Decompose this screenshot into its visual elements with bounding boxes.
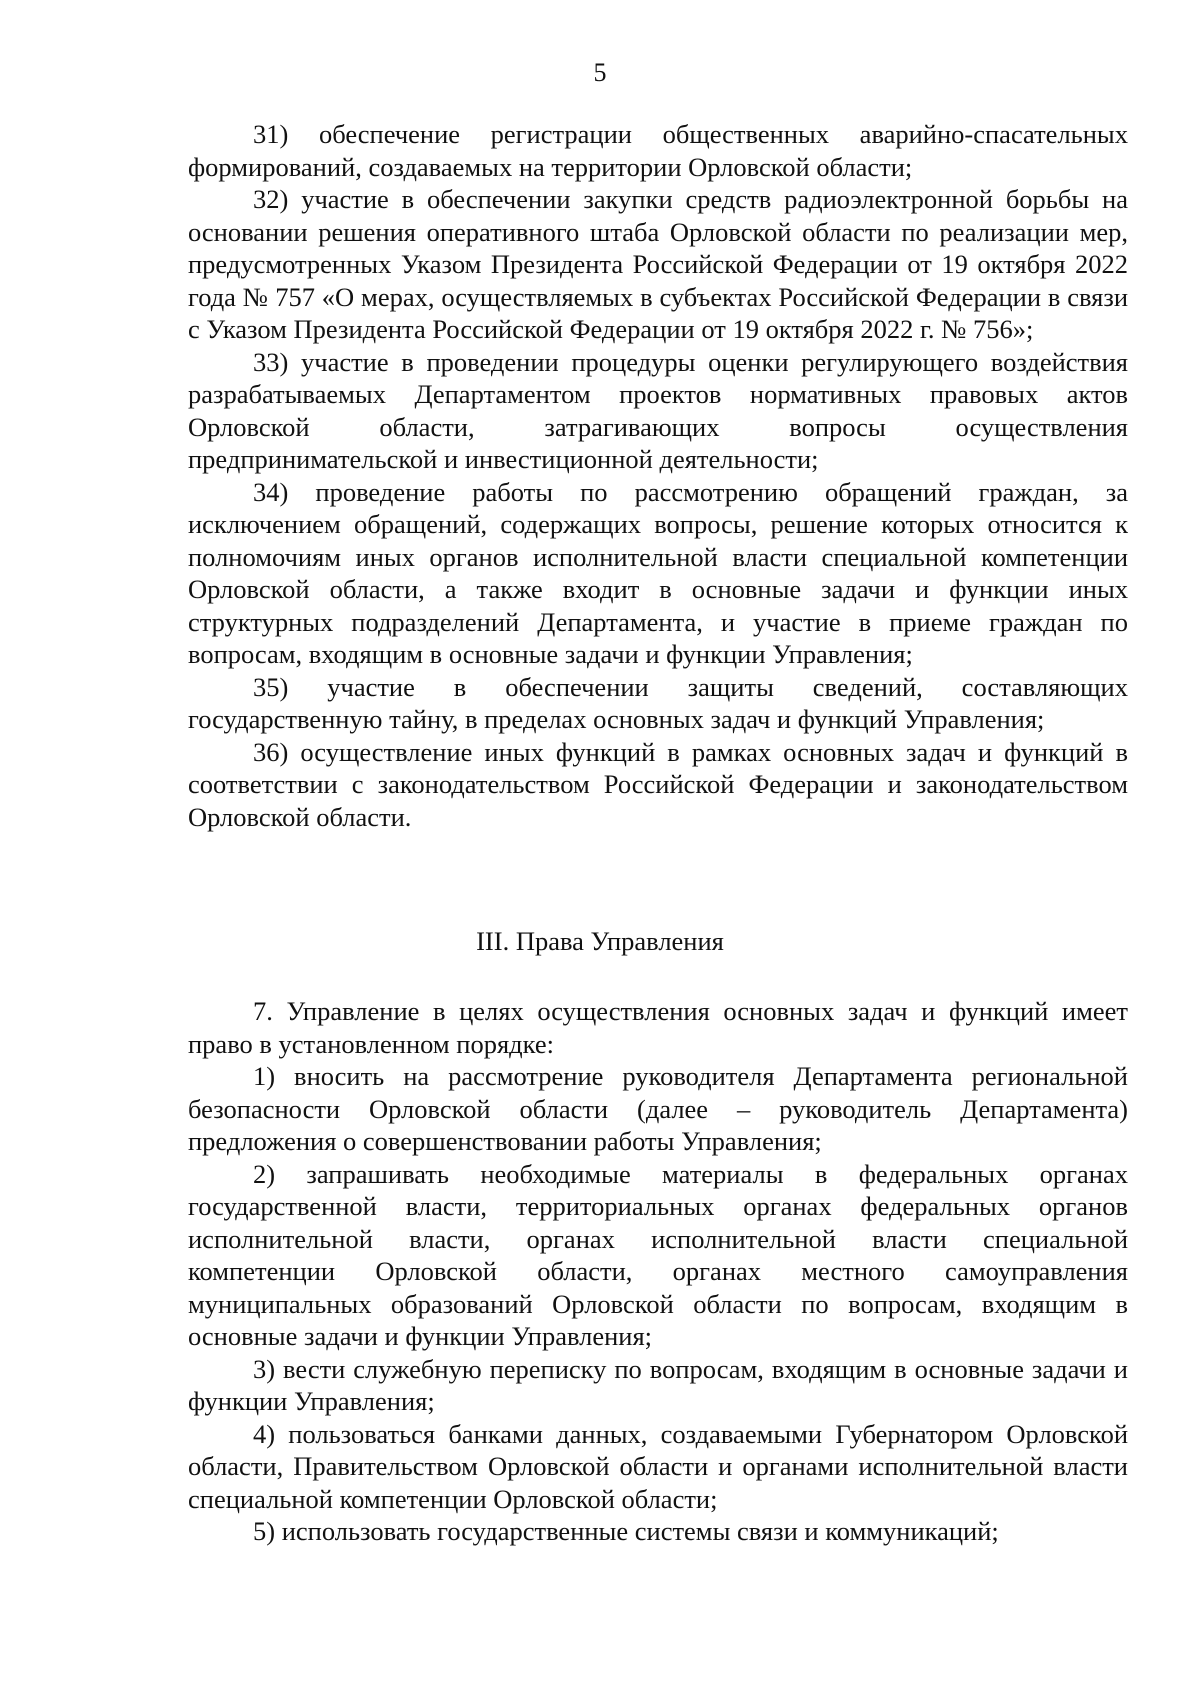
- list-item: 33) участие в проведении процедуры оценки регулирующего воздействия разрабатываемых Департаментом проектов нормативных правовых актов Орловской области, затрагивающих вопросы осуществления предпринимательской и инвестиционной деятельности;: [188, 346, 1128, 474]
- list-item: 31) обеспечение регистрации общественных аварийно-спасательных формирований, создаваемых на территории Орловской области;: [188, 119, 1128, 182]
- list-item: 5) использовать государственные системы связи и коммуникаций;: [253, 1516, 999, 1546]
- list-item: 32) участие в обеспечении закупки средств радиоэлектронной борьбы на основании решения оперативного штаба Орловской области по реализации мер, предусмотренных Указом Президента Российской Федерации от 19 октября 2022 года № 757 «О мерах, осуществляемых в субъектах Российской Федерации в связи с Указом Президента Российской Федерации от 19 октября 2022 г. № 756»;: [188, 184, 1128, 344]
- functions-list: [188, 118, 1128, 833]
- list-item: 35) участие в обеспечении защиты сведений, составляющих государственную тайну, в пределах основных задач и функций Управления;: [188, 671, 1128, 734]
- list-item: 36) осуществление иных функций в рамках основных задач и функций в соответствии с законодательством Российской Федерации и законодательством Орловской области.: [188, 736, 1128, 832]
- list-item: 3) вести служебную переписку по вопросам, входящим в основные задачи и функции Управления;: [188, 1353, 1128, 1416]
- list-item: 4) пользоваться банками данных, создаваемыми Губернатором Орловской области, Правительством Орловской области и органами исполнительной власти специальной компетенции Орловской области;: [188, 1418, 1128, 1514]
- section-heading: III. Права Управления: [476, 926, 724, 956]
- rights-list: [188, 995, 1128, 1548]
- list-item: 7. Управление в целях осуществления основных задач и функций имеет право в установленном порядке:: [188, 996, 1128, 1059]
- list-item: 1) вносить на рассмотрение руководителя Департамента региональной безопасности Орловской области (далее – руководитель Департамента) предложения о совершенствовании работы Управления;: [188, 1061, 1128, 1156]
- list-item: 34) проведение работы по рассмотрению обращений граждан, за исключением обращений, содержащих вопросы, решение которых относится к полномочиям иных органов исполнительной власти специальной компетенции Орловской области, а также входит в основные задачи и функции иных структурных подразделений Департамента, и участие в приеме граждан по вопросам, входящим в основные задачи и функции Управления;: [188, 476, 1128, 669]
- page-number: 5: [593, 58, 607, 87]
- list-item: 2) запрашивать необходимые материалы в федеральных органах государственной власти, территориальных органах федеральных органов исполнительной власти, органах исполнительной власти специальной компетенции Орловской области, органах местного самоуправления муниципальных образований Орловской области по вопросам, входящим в основные задачи и функции Управления;: [188, 1158, 1128, 1351]
